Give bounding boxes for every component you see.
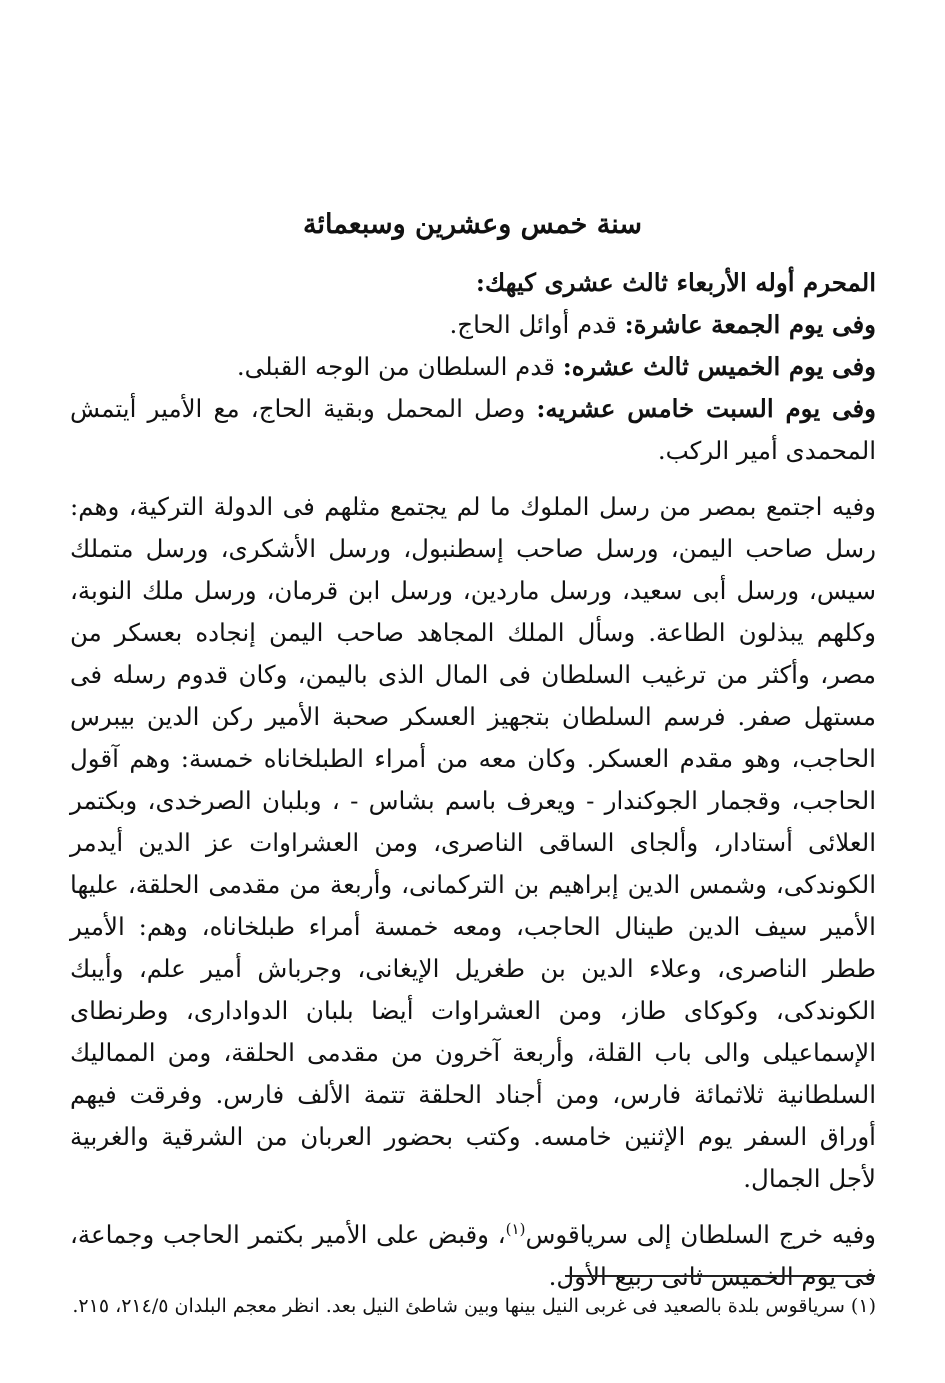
entry-muharram [70, 262, 876, 304]
entry-text: وصل المحمل وبقية الحاج، مع الأمير أيتمش المحمدى أمير الركب. [70, 394, 876, 465]
footnote-divider [565, 1275, 875, 1277]
entry-text: قدم أوائل الحاج. [449, 310, 625, 339]
chronicle-body [70, 262, 876, 1298]
paragraph-text-cont: ، وقبض على الأمير بكتمر الحاجب وجماعة، فى يوم الخميس ثانى ربيع الأول. [70, 1220, 876, 1291]
entry-lead: وفى يوم الجمعة عاشرة: [624, 310, 876, 339]
footnote: (١) سرياقوس بلدة بالصعيد فى غربى النيل بينها وبين شاطئ النيل بعد. انظر معجم البلدان ٢١٤/٥، ٢١٥. [72, 1295, 876, 1317]
footnote-reference[interactable]: (١) [505, 1219, 526, 1238]
entry-friday-tenth [70, 304, 876, 346]
entry-text: قدم السلطان من الوجه القبلى. [236, 352, 563, 381]
entry-lead: وفى يوم الخميس ثالث عشره: [562, 352, 876, 381]
entry-lead: وفى يوم السبت خامس عشريه: [536, 394, 876, 423]
entry-lead: المحرم أوله الأربعاء ثالث عشرى كيهك: [475, 268, 876, 297]
paragraph-text: وفيه اجتمع بمصر من رسل الملوك ما لم يجتمع مثلهم فى الدولة التركية، وهم: رسل صاحب اليمن، ورسل صاحب إسطنبول، ورسل الأشكرى، ورسل متملك سيس، ورسل أبى سعيد، ورسل ماردين، ورسل ابن قرمان، ورسل ملك النوبة، وكلهم يبذلون الطاعة. وسأل الملك المجاهد صاحب اليمن إنجاده بعسكر من مصر، وأكثر من ترغيب السلطان فى المال الذى باليمن، وكان قدوم رسله فى مستهل صفر. فرسم السلطان بتجهيز العسكر صحبة الأمير ركن الدين بيبرس الحاجب، وهو مقدم العسكر. وكان معه من أمراء الطبلخاناه خمسة: وهم آقول الحاجب، وقجمار الجوكندار - ويعرف باسم بشاس - ، وبلبان الصرخدى، وبكتمر العلائى أستادار، وألجاى الساقى الناصرى، ومن العشراوات عز الدين أيدمر الكوندكى، وشمس الدين إبراهيم بن التركمانى، وأربعة من مقدمى الحلقة، عليها الأمير سيف الدين طينال الحاجب، ومعه خمسة أمراء طبلخاناه، وهم: الأمير ططر الناصرى، وعلاء الدين بن طغريل الإيغانى، وجرباش أمير علم، وأيبك الكوندكى، وكوكاى طاز، ومن العشراوات أيضا بلبان الدوادارى، وطرنطاى الإسماعيلى والى باب القلة، وأربعة آخرون من مقدمى الحلقة، ومن المماليك السلطانية ثلاثمائة فارس، ومن أجناد الحلقة تتمة الألف فارس. وفرقت فيهم أوراق السفر يوم الإثنين خامسه. وكتب بحضور العربان من الشرقية والغربية لأجل الجمال. [70, 492, 876, 1193]
entry-saturday-twentyfifth [70, 388, 876, 472]
paragraph-envoys [70, 486, 876, 1200]
year-heading: سنة خمس وعشرين وسبعمائة [302, 209, 643, 240]
entry-thursday-thirteenth [70, 346, 876, 388]
paragraph-siryaqus [70, 1214, 876, 1298]
paragraph-text: وفيه خرج السلطان إلى سرياقوس [525, 1220, 876, 1249]
